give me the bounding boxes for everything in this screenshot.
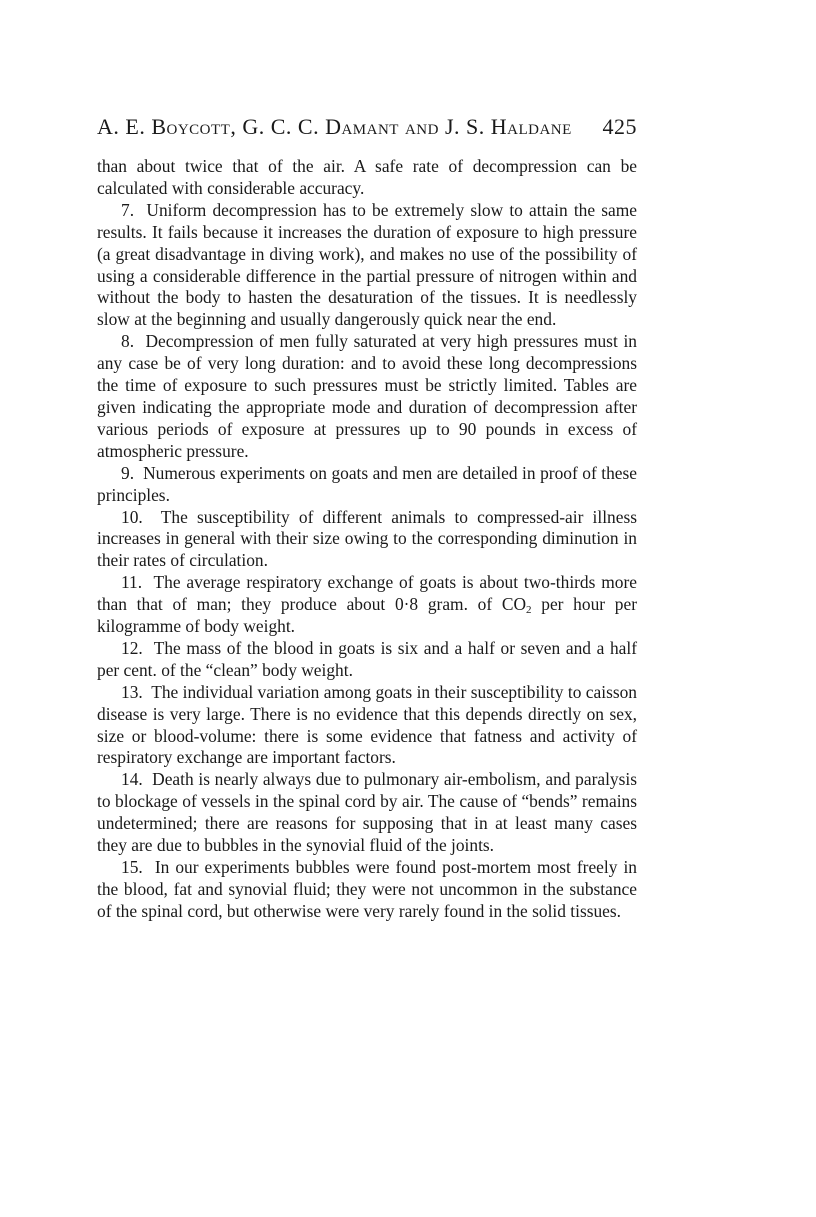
item-number: 12. bbox=[121, 637, 143, 658]
item-text: The susceptibility of different animals to compressed-air illness increases in general with their size owing to the corresponding diminution in their rates of circulation. bbox=[97, 506, 637, 571]
item-text: Death is nearly always due to pulmonary air-embolism, and paralysis to blockage of vessels in the spinal cord by air. The cause of “bends” remains undetermined; there are reasons for supposing that in at least many cases they are due to bubbles in the synovial fluid of the joints. bbox=[97, 769, 637, 856]
item-text-continued: per hour per kilogramme of body weight. bbox=[97, 594, 637, 637]
item-number: 8. bbox=[121, 331, 135, 352]
summary-item-13 bbox=[97, 682, 637, 770]
item-number: 7. bbox=[121, 199, 135, 220]
body-text bbox=[97, 156, 637, 923]
summary-item-10 bbox=[97, 507, 637, 573]
summary-item-15 bbox=[97, 857, 637, 923]
item-text: The average respiratory exchange of goats is about two-thirds more than that of man; they produce about 0·8 gram. of CO bbox=[97, 572, 637, 615]
item-number: 10. bbox=[121, 506, 143, 527]
co2-subscript: 2 bbox=[526, 604, 532, 617]
item-text: Numerous experiments on goats and men are detailed in proof of these principles. bbox=[97, 462, 637, 505]
summary-item-11 bbox=[97, 572, 637, 638]
item-text: The mass of the blood in goats is six and a half or seven and a half per cent. of the “clean” body weight. bbox=[97, 637, 637, 680]
page-number: 425 bbox=[602, 114, 637, 139]
item-number: 13. bbox=[121, 681, 143, 702]
item-number: 11. bbox=[121, 572, 143, 593]
item-number: 15. bbox=[121, 857, 143, 877]
running-head-authors: A. E. Boycott, G. C. C. Damant and J. S. Haldane bbox=[97, 114, 572, 139]
continuation-paragraph: than about twice that of the air. A safe rate of decompression can be calculated with considerable accuracy. bbox=[97, 156, 637, 198]
summary-item-7 bbox=[97, 200, 637, 331]
summary-item-12 bbox=[97, 638, 637, 682]
item-text: The individual variation among goats in their susceptibility to caisson disease is very large. There is no evidence that this depends directly on sex, size or blood-volume: there is some evidence that fatness and activity of respiratory exchange are important factors. bbox=[97, 681, 637, 768]
item-text: Decompression of men fully saturated at very high pressures must in any case be of very long duration: and to avoid these long decompressions the time of exposure to such pressures must be strictly limited. Tables are given indicating the appropriate mode and duration of decompression after various periods of exposure at pressures up to 90 pounds in excess of atmospheric pressure. bbox=[97, 331, 637, 461]
summary-item-14 bbox=[97, 769, 637, 857]
summary-item-8 bbox=[97, 331, 637, 462]
item-text: In our experiments bubbles were found post-mortem most freely in the blood, fat and synovial fluid; they were not uncommon in the substance of the spinal cord, but otherwise were very rarely found in the solid tissues. bbox=[97, 857, 637, 921]
item-number: 9. bbox=[121, 462, 135, 483]
running-head bbox=[97, 114, 637, 140]
item-text: Uniform decompression has to be extremely slow to attain the same results. It fails because it increases the duration of exposure to high pressure (a great disadvantage in diving work), and makes no use of the possibility of using a considerable difference in the partial pressure of nitrogen within and without the body to hasten the desaturation of the tissues. It is needlessly slow at the beginning and usually dangerously quick near the end. bbox=[97, 199, 637, 330]
item-number: 14. bbox=[121, 769, 143, 790]
summary-item-9 bbox=[97, 463, 637, 507]
